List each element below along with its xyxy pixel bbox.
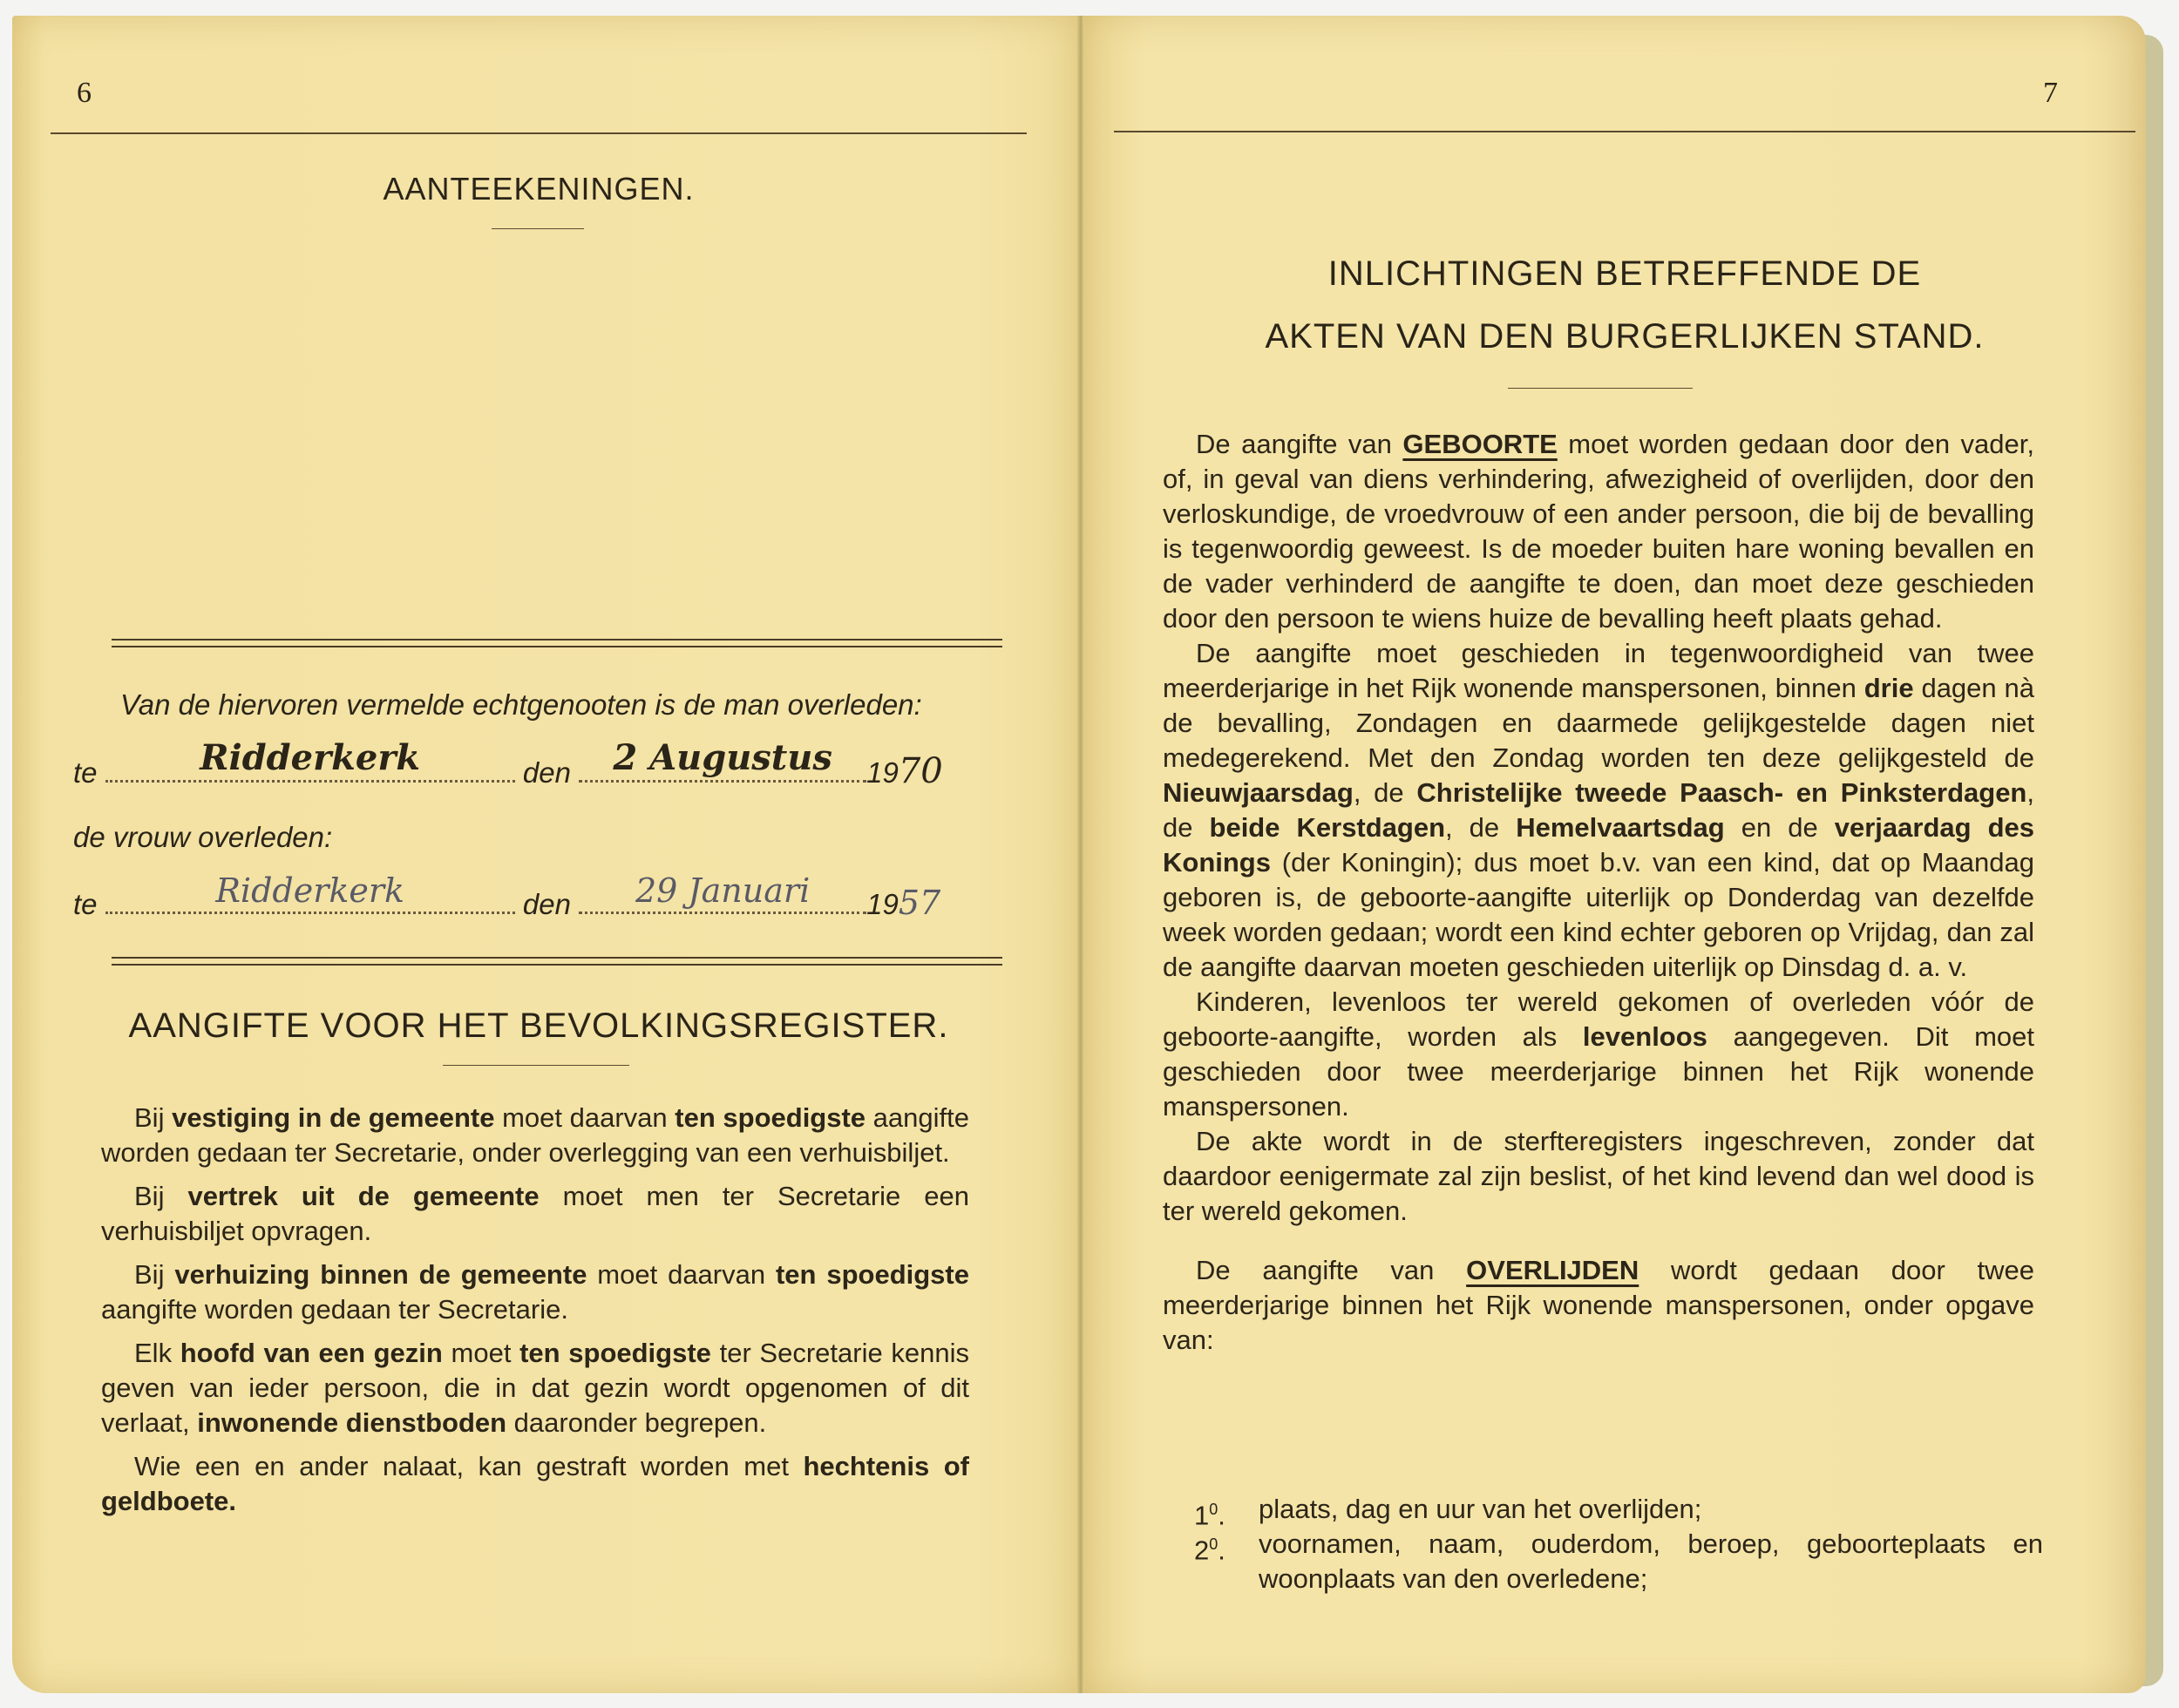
te-label: te <box>73 888 98 920</box>
woman-place-field <box>105 871 515 914</box>
woman-date-handwritten: 29 Januari <box>635 871 811 910</box>
year-prefix: 19 <box>866 756 899 789</box>
woman-date-field <box>579 871 866 914</box>
double-rule-top <box>112 639 1002 647</box>
list-item: $2^0$. voornamen, naam, ouderdom, beroep, geboorteplaats en woonplaats van den overledene; <box>1194 1528 2043 1594</box>
birth-paragraph: De aangifte moet geschieden in tegenwoordigheid van twee meerderjarige in het Rijk wonende manspersonen, binnen drie dagen nà de bevalling, Zondagen en daarmede gelijkgestelde dagen niet medegerekend. Met den Zondag worden ten deze gelijkgesteld de Nieuwjaarsdag, de Christelijke tweede Paasch- en Pinksterdagen, de beide Kerstdagen, de Hemelvaartsdag en de verjaardag des Konings (der Koningin); dus moet b.v. van een kind, dat op Maandag geboren is, de geboorte-aangifte uiterlijk op Donderdag van dezelfde week worden gedaan; wordt een kind echter geboren op Vrijdag, dan zal de aangifte daarvan moeten geschieden uiterlijk op Dinsdag d. a. v. <box>1163 638 2034 982</box>
double-rule-bottom <box>112 957 1002 966</box>
title-underline <box>492 228 584 229</box>
page-number-left: 6 <box>77 77 92 109</box>
notes-title: AANTEEKENINGEN. <box>383 171 695 207</box>
population-register-title: AANGIFTE VOOR HET BEVOLKINGSREGISTER. <box>128 1006 949 1045</box>
woman-year-handwritten: 57 <box>898 884 941 922</box>
birth-paragraph: De akte wordt in de sterfteregisters ingeschreven, zonder dat daardoor eenigermate zal zijn beslist, of het kind levend dan wel dood is ter wereld gekomen. <box>1163 1126 2034 1226</box>
page-number-right: 7 <box>2043 77 2058 109</box>
man-date-field <box>579 737 866 783</box>
death-keyword: OVERLIJDEN <box>1466 1255 1639 1285</box>
birth-paragraph: Kinderen, levenloos ter wereld gekomen of overleden vóór de geboorte-aangifte, worden als levenloos aangegeven. Dit moet geschieden door twee meerderjarige binnen het Rijk wonende manspersonen. <box>1163 986 2034 1122</box>
birth-paragraph: De aangifte van GEBOORTE moet worden gedaan door den vader, of, in geval van diens verhindering, afwezigheid of overlijden, door den verloskundige, de vroedvrouw of een ander persoon, die bij de bevalling is tegenwoordig geweest. Is de moeder buiten hare woning bevallen en de vader verhinderd de aangifte te doen, dan moet deze geschieden door den persoon te wiens huize de bevalling heeft plaats gehad. <box>1163 429 2035 634</box>
te-label: te <box>73 756 98 789</box>
population-register-text <box>101 1101 969 1519</box>
list-item: $1^0$. plaats, dag en uur van het overlijden; <box>1194 1494 1702 1531</box>
man-death-row <box>73 737 943 791</box>
death-paragraph: De aangifte van OVERLIJDEN wordt gedaan door twee meerderjarige binnen het Rijk wonende manspersonen, onder opgave van: <box>1163 1255 2035 1355</box>
header-rule-left <box>51 132 1027 134</box>
woman-death-row <box>73 871 941 922</box>
man-place-field <box>105 737 515 783</box>
woman-place-handwritten: Ridderkerk <box>215 871 405 910</box>
den-label: den <box>522 756 571 789</box>
header-rule-right <box>1114 131 2135 132</box>
paragraph: Bij verhuizing binnen de gemeente moet daarvan ten spoedigste aangifte worden gedaan ter Secretarie. <box>101 1259 969 1325</box>
man-place-handwritten: Ridderkerk <box>200 737 421 778</box>
paragraph: Wie een en ander nalaat, kan gestraft worden met hechtenis of geldboete. <box>101 1451 969 1516</box>
paragraph: Bij vestiging in de gemeente moet daarvan ten spoedigste aangifte worden gedaan ter Secretarie, onder overlegging van een verhuisbiljet. <box>101 1102 969 1168</box>
paragraph: Bij vertrek uit de gemeente moet men ter Secretarie een verhuisbiljet opvragen. <box>101 1181 969 1246</box>
civil-registry-title-line1: INLICHTINGEN BETREFFENDE DE <box>1327 254 1922 293</box>
woman-label: de vrouw overleden: <box>73 821 333 853</box>
paragraph: Elk hoofd van een gezin moet ten spoedigste ter Secretarie kennis geven van ieder persoon, die in dat gezin wordt opgenomen of dit verlaat, inwonende dienstboden daaronder begrepen. <box>101 1338 969 1438</box>
book-spine <box>1077 16 1084 1693</box>
death-record-intro: Van de hiervoren vermelde echtgenooten is de man overleden: <box>120 688 922 721</box>
year-prefix: 19 <box>866 888 899 920</box>
death-requirements-list <box>1163 1492 2043 1596</box>
birth-keyword: GEBOORTE <box>1402 429 1558 459</box>
den-label: den <box>522 888 571 920</box>
man-date-handwritten: 2 Augustus <box>613 737 832 778</box>
civil-registry-text <box>1163 427 2034 1358</box>
man-year-handwritten: 70 <box>898 751 943 791</box>
civil-title-underline <box>1508 388 1693 389</box>
section-underline <box>443 1065 629 1066</box>
civil-registry-title-line2: AKTEN VAN DEN BURGERLIJKEN STAND. <box>1265 317 1985 356</box>
